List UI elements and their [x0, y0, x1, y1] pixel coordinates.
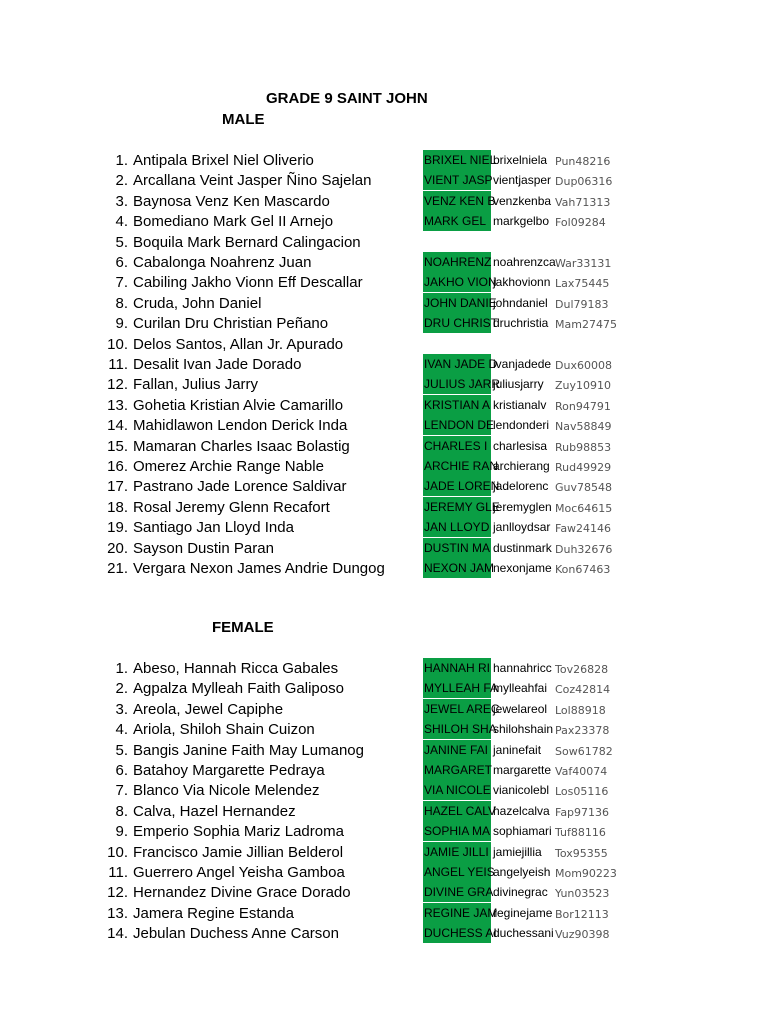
code-cell: Rub98853: [555, 440, 612, 454]
student-row: [0, 272, 768, 292]
row-number: 4.: [115, 721, 128, 739]
username-cell: duchessani: [493, 926, 554, 941]
code-cell: Guv78548: [555, 481, 612, 495]
username-cell: johndaniel: [493, 295, 548, 310]
code-cell: Faw24146: [555, 522, 612, 536]
nickname-cell: DIVINE GRA: [423, 882, 491, 902]
student-row: [0, 658, 768, 678]
username-cell: jeremyglen: [493, 499, 552, 514]
student-row: [0, 334, 768, 354]
code-cell: Nav58849: [555, 420, 612, 434]
code-cell: Pax23378: [555, 724, 610, 738]
student-name: Pastrano Jade Lorence Saldivar: [133, 478, 347, 496]
row-number: 10.: [107, 843, 128, 861]
document-title: GRADE 9 SAINT JOHN: [266, 90, 428, 107]
student-row: [0, 170, 768, 190]
nickname-cell: IVAN JADE D: [423, 354, 491, 374]
row-number: 13.: [107, 904, 128, 922]
student-row: [0, 252, 768, 272]
row-number: 7.: [115, 274, 128, 292]
username-cell: nexonjame: [493, 561, 552, 575]
student-name: Cabalonga Noahrenz Juan: [133, 254, 312, 271]
username-cell: mylleahfai: [493, 681, 548, 696]
username-cell: shilohshain: [493, 722, 554, 737]
username-cell: brixelniela: [493, 153, 548, 167]
username-cell: hannahricc: [493, 661, 552, 675]
student-name: Guerrero Angel Yeisha Gamboa: [133, 864, 345, 881]
row-number: 3.: [115, 700, 128, 718]
nickname-cell: MARGARET: [423, 760, 491, 780]
code-cell: Fol09284: [555, 216, 606, 230]
row-number: 6.: [115, 762, 128, 779]
username-cell: ivanjadede: [493, 357, 552, 371]
student-row: [0, 476, 768, 496]
row-number: 2.: [115, 172, 128, 190]
student-row: [0, 923, 768, 943]
username-cell: hazelcalva: [493, 803, 550, 818]
row-number: 19.: [107, 519, 128, 537]
student-name: Calva, Hazel Hernandez: [133, 802, 296, 820]
student-name: Boquila Mark Bernard Calingacion: [133, 233, 361, 251]
student-name: Gohetia Kristian Alvie Camarillo: [133, 396, 344, 414]
student-name: Delos Santos, Allan Jr. Apurado: [133, 335, 344, 353]
student-name: Arcallana Veint Jasper Ñino Sajelan: [133, 172, 372, 190]
code-cell: Mam27475: [555, 318, 617, 332]
student-name: Bangis Janine Faith May Lumanog: [133, 741, 364, 759]
row-number: 3.: [115, 192, 128, 210]
student-row: [0, 517, 768, 537]
nickname-cell: NEXON JAM: [423, 558, 491, 578]
student-row: [0, 821, 768, 841]
female-heading: FEMALE: [212, 619, 274, 636]
code-cell: Fap97136: [555, 805, 610, 819]
code-cell: Vuz90398: [555, 928, 610, 942]
row-number: 9.: [115, 823, 128, 841]
code-cell: Ron94791: [555, 399, 611, 413]
nickname-cell: SHILOH SHA: [423, 719, 491, 739]
student-name: Baynosa Venz Ken Mascardo: [133, 192, 330, 210]
student-name: Antipala Brixel Niel Oliverio: [133, 152, 314, 169]
student-name: Emperio Sophia Mariz Ladroma: [133, 823, 344, 841]
row-number: 2.: [115, 680, 128, 698]
code-cell: Yun03523: [555, 887, 610, 901]
row-number: 9.: [115, 315, 128, 333]
nickname-cell: JEREMY GLE: [423, 497, 491, 517]
username-cell: reginejame: [493, 905, 553, 920]
student-name: Vergara Nexon James Andrie Dungog: [133, 560, 385, 577]
nickname-cell: MYLLEAH FA: [423, 678, 491, 698]
student-row: [0, 862, 768, 882]
student-row: [0, 842, 768, 862]
student-name: Desalit Ivan Jade Dorado: [133, 356, 302, 373]
student-row: [0, 780, 768, 800]
student-name: Cabiling Jakho Vionn Eff Descallar: [133, 274, 363, 292]
username-cell: charlesisa: [493, 438, 548, 453]
username-cell: jamiejillia: [493, 844, 542, 859]
nickname-cell: ANGEL YEIS: [423, 862, 491, 882]
student-name: Batahoy Margarette Pedraya: [133, 762, 325, 779]
student-row: [0, 191, 768, 211]
code-cell: Tov26828: [555, 663, 609, 676]
row-number: 11.: [108, 356, 128, 373]
username-cell: vientjasper: [493, 173, 552, 188]
code-cell: Zuy10910: [555, 379, 612, 393]
student-name: Hernandez Divine Grace Dorado: [133, 884, 351, 902]
student-row: [0, 395, 768, 415]
username-cell: dustinmark: [493, 540, 552, 555]
username-cell: jakhovionn: [493, 275, 551, 290]
row-number: 14.: [107, 417, 128, 435]
row-number: 17.: [107, 478, 128, 496]
student-name: Mahidlawon Lendon Derick Inda: [133, 417, 348, 435]
row-number: 11.: [108, 864, 128, 881]
nickname-cell: JAMIE JILLI: [423, 842, 491, 862]
username-cell: markgelbo: [493, 214, 550, 229]
row-number: 1.: [115, 152, 128, 169]
code-cell: Bor12113: [555, 907, 609, 921]
student-name: Mamaran Charles Isaac Bolastig: [133, 437, 350, 455]
row-number: 8.: [115, 802, 128, 820]
row-number: 13.: [107, 396, 128, 414]
student-row: [0, 232, 768, 252]
username-cell: janlloydsar: [493, 520, 551, 535]
student-row: [0, 903, 768, 923]
username-cell: lendonderi: [493, 418, 550, 433]
row-number: 12.: [107, 376, 128, 394]
student-name: Jamera Regine Estanda: [133, 904, 294, 922]
code-cell: Dup06316: [555, 175, 613, 189]
nickname-cell: DUSTIN MA: [423, 538, 491, 558]
student-row: [0, 740, 768, 760]
code-cell: Lol88918: [555, 703, 606, 717]
row-number: 8.: [115, 294, 128, 312]
username-cell: jewelareol: [493, 701, 548, 716]
nickname-cell: REGINE JAM: [423, 903, 491, 923]
student-name: Cruda, John Daniel: [133, 294, 262, 312]
student-name: Blanco Via Nicole Melendez: [133, 782, 320, 800]
username-cell: kristianalv: [493, 397, 547, 412]
student-row: [0, 497, 768, 517]
row-number: 1.: [115, 660, 128, 677]
row-number: 21.: [107, 560, 128, 577]
code-cell: Moc64615: [555, 501, 613, 515]
row-number: 16.: [107, 458, 128, 475]
code-cell: Sow61782: [555, 744, 613, 758]
username-cell: juliusjarry: [493, 377, 544, 392]
username-cell: noahrenzca: [493, 255, 556, 269]
nickname-cell: VENZ KEN B: [423, 191, 491, 211]
code-cell: Coz42814: [555, 683, 611, 697]
student-row: [0, 882, 768, 902]
row-number: 5.: [115, 741, 128, 759]
nickname-cell: VIENT JASP: [423, 170, 491, 190]
student-row: [0, 456, 768, 476]
row-number: 6.: [115, 254, 128, 271]
student-row: [0, 293, 768, 313]
row-number: 4.: [115, 213, 128, 231]
student-row: [0, 719, 768, 739]
username-cell: archierang: [493, 459, 550, 473]
nickname-cell: KRISTIAN A: [423, 395, 491, 415]
student-name: Areola, Jewel Capiphe: [133, 700, 284, 718]
code-cell: Tox95355: [555, 846, 608, 860]
nickname-cell: BRIXEL NIEL: [423, 150, 491, 170]
nickname-cell: JANINE FAI: [423, 740, 491, 760]
nickname-cell: JOHN DANIE: [423, 293, 491, 313]
nickname-cell: [423, 232, 491, 252]
student-name: Agpalza Mylleah Faith Galiposo: [133, 680, 344, 698]
username-cell: janinefait: [493, 742, 542, 757]
student-row: [0, 538, 768, 558]
male-heading: MALE: [222, 111, 265, 128]
code-cell: Tuf88116: [555, 826, 606, 840]
student-row: [0, 801, 768, 821]
nickname-cell: MARK GEL: [423, 211, 491, 231]
nickname-cell: VIA NICOLE: [423, 780, 491, 800]
username-cell: [492, 334, 555, 354]
code-cell: Vaf40074: [555, 765, 608, 778]
row-number: 14.: [107, 925, 128, 943]
student-row: [0, 558, 768, 578]
student-name: Rosal Jeremy Glenn Recafort: [133, 498, 330, 516]
student-name: Bomediano Mark Gel II Arnejo: [133, 213, 334, 231]
username-cell: venzkenba: [493, 193, 552, 208]
nickname-cell: JADE LOREN: [423, 476, 491, 496]
student-name: Curilan Dru Christian Peñano: [133, 315, 329, 333]
student-name: Omerez Archie Range Nable: [133, 458, 324, 475]
student-name: Jebulan Duchess Anne Carson: [133, 925, 339, 943]
student-row: [0, 415, 768, 435]
student-row: [0, 354, 768, 374]
student-row: [0, 313, 768, 333]
nickname-cell: JAN LLOYD: [423, 517, 491, 537]
nickname-cell: DRU CHRIST: [423, 313, 491, 333]
student-name: Abeso, Hannah Ricca Gabales: [133, 660, 339, 677]
nickname-cell: JULIUS JARR: [423, 374, 491, 394]
username-cell: jadelorenc: [493, 479, 549, 494]
nickname-cell: ARCHIE RAN: [423, 456, 491, 476]
code-cell: Duh32676: [555, 542, 613, 556]
code-cell: War33131: [555, 257, 612, 270]
nickname-cell: [423, 334, 491, 354]
student-name: Fallan, Julius Jarry: [133, 376, 259, 394]
student-name: Francisco Jamie Jillian Belderol: [133, 843, 344, 861]
student-row: [0, 678, 768, 698]
code-cell: Lax75445: [555, 277, 610, 291]
nickname-cell: SOPHIA MA: [423, 821, 491, 841]
code-cell: Rud49929: [555, 461, 612, 474]
student-row: [0, 436, 768, 456]
student-name: Sayson Dustin Paran: [133, 539, 274, 557]
nickname-cell: NOAHRENZ: [423, 252, 491, 272]
username-cell: margarette: [493, 763, 552, 777]
row-number: 20.: [107, 539, 128, 557]
student-row: [0, 760, 768, 780]
row-number: 15.: [107, 437, 128, 455]
row-number: 7.: [115, 782, 128, 800]
row-number: 5.: [115, 233, 128, 251]
student-row: [0, 150, 768, 170]
username-cell: angelyeish: [493, 865, 551, 879]
nickname-cell: JEWEL AREC: [423, 699, 491, 719]
username-cell: sophiamari: [493, 824, 552, 839]
code-cell: Los05116: [555, 785, 609, 799]
username-cell: druchristia: [493, 316, 549, 331]
code-cell: Dux60008: [555, 359, 612, 372]
row-number: 18.: [107, 498, 128, 516]
nickname-cell: CHARLES I: [423, 436, 491, 456]
username-cell: [492, 232, 555, 252]
student-row: [0, 211, 768, 231]
nickname-cell: DUCHESS AI: [423, 923, 491, 943]
code-cell: Vah71313: [555, 195, 611, 209]
student-name: Santiago Jan Lloyd Inda: [133, 519, 294, 537]
row-number: 12.: [107, 884, 128, 902]
nickname-cell: LENDON DE: [423, 415, 491, 435]
row-number: 10.: [107, 335, 128, 353]
code-cell: Pun48216: [555, 155, 611, 168]
code-cell: Dul79183: [555, 297, 609, 311]
student-row: [0, 374, 768, 394]
username-cell: vianicolebl: [493, 783, 550, 798]
nickname-cell: HANNAH RI: [423, 658, 491, 678]
nickname-cell: JAKHO VION: [423, 272, 491, 292]
nickname-cell: HAZEL CALV: [423, 801, 491, 821]
username-cell: divinegrac: [493, 885, 548, 900]
code-cell: Mom90223: [555, 867, 617, 880]
code-cell: Kon67463: [555, 563, 611, 576]
student-row: [0, 699, 768, 719]
student-name: Ariola, Shiloh Shain Cuizon: [133, 721, 315, 739]
